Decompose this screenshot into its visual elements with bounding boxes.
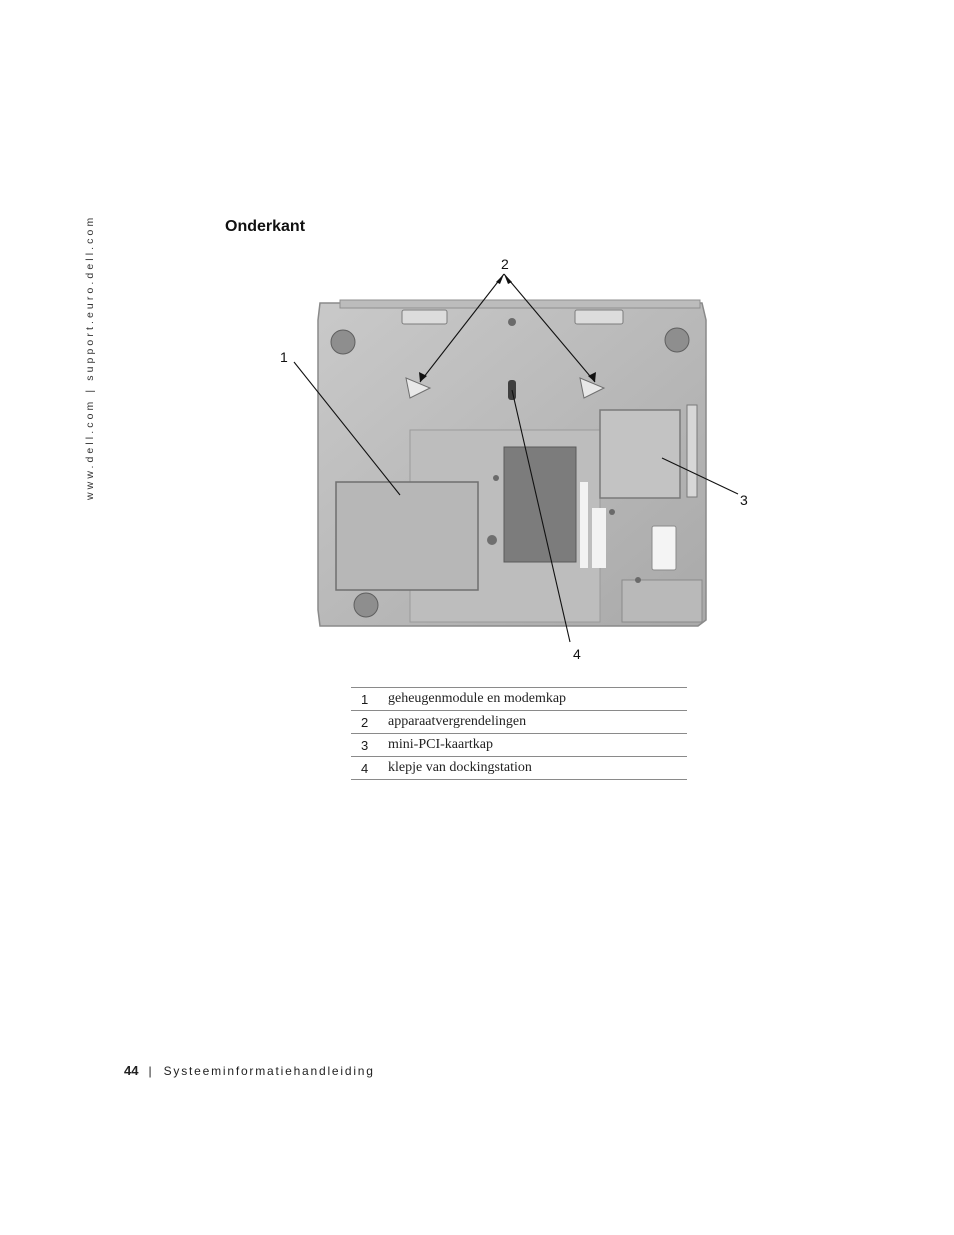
side-latch [687, 405, 697, 497]
legend-number: 2 [351, 711, 388, 734]
foot-top-left [331, 330, 355, 354]
callout-1: 1 [280, 349, 288, 365]
legend-row [351, 734, 687, 757]
cover-screw-1 [487, 535, 497, 545]
callout-3: 3 [740, 492, 748, 508]
legend-row [351, 688, 687, 711]
memory-modem-cover [336, 482, 478, 590]
legend-label: mini-PCI-kaartkap [388, 734, 687, 757]
white-label [652, 526, 676, 570]
document-title: Systeeminformatiehandleiding [163, 1064, 375, 1078]
screw-1 [508, 318, 516, 326]
callout-2: 2 [501, 256, 509, 272]
foot-top-right [665, 328, 689, 352]
legend-label: klepje van dockingstation [388, 757, 687, 780]
laptop-bottom-figure [270, 250, 770, 670]
legend-number: 1 [351, 688, 388, 711]
section-title: Onderkant [225, 218, 306, 235]
legend-row [351, 757, 687, 780]
top-hinge-strip [340, 300, 700, 308]
legend-row [351, 711, 687, 734]
footer-separator: | [148, 1064, 152, 1078]
screw-4 [635, 577, 641, 583]
legend-number: 4 [351, 757, 388, 780]
callout-arrow-2-top-b [504, 274, 512, 284]
page-number: 44 [124, 1063, 139, 1078]
legend-number: 3 [351, 734, 388, 757]
foot-bottom-left [354, 593, 378, 617]
bottom-right-bay [622, 580, 702, 622]
callout-4: 4 [573, 646, 581, 662]
side-url: www.dell.com | support.euro.dell.com [84, 214, 96, 500]
mini-pci-cover [600, 410, 680, 498]
top-latch-right [575, 310, 623, 324]
top-latch-left [402, 310, 447, 324]
label-stripe-1 [580, 482, 588, 568]
label-stripe-2 [592, 508, 606, 568]
callout-legend [351, 687, 687, 780]
legend-label: apparaatvergrendelingen [388, 711, 687, 734]
laptop-bottom-illustration [270, 250, 770, 670]
callout-arrow-2-top-a [496, 274, 504, 284]
screw-3 [609, 509, 615, 515]
screw-2 [493, 475, 499, 481]
service-label [504, 447, 576, 562]
page-footer [124, 1063, 375, 1078]
legend-label: geheugenmodule en modemkap [388, 688, 687, 711]
